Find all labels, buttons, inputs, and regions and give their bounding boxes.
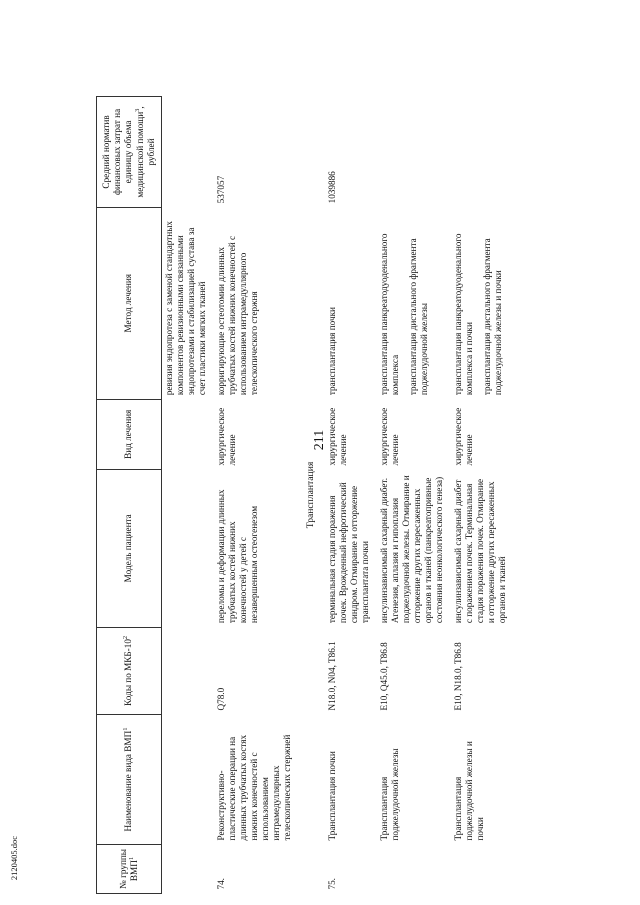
row-74-cost: 537057 [216,175,227,204]
section-title: Трансплантация [305,461,317,529]
header-treatment-method: Метод лечения [97,207,162,399]
header-treatment-type: Вид лечения [97,399,162,469]
header-avg-cost: Средний норматив финансовых затрат на единицу объема медицинской помощи$^3$, рублей [97,97,162,208]
row-75-codes: N18.0, N04, T86.1 [326,641,337,711]
row-pancreas-method-1: трансплантация панкреатодуоденального комплекса [378,233,400,396]
header-group-no: № группы ВМП$^1$ [97,845,162,894]
row-74-model: переломы и деформации длинных трубчатых костей нижних конечностей у детей с незавершенным остеогенезом [216,489,260,624]
row-pancreas-method-2: трансплантация дистального фрагмента поджелудочной железы [408,238,430,396]
row-75-number: 75. [326,878,337,890]
header-vmp-name: Наименование вида ВМП$^1$ [97,715,162,845]
header-patient-model: Модель пациента [97,469,162,627]
table-row-pancreas [377,97,451,894]
row-pancreas-kidney-method-2: трансплантация дистального фрагмента поджелудочной железы и почки [482,238,504,396]
row-pancreas-model: инсулинзависимый сахарный диабет. Агенезия, аплазия и гипоплазия поджелудочной железы. Отмирание и отторжение других пересаженных органов и тканей (панкреатопривные состояния неонкологического генеза) [378,475,445,624]
row-75-cost: 1039886 [326,171,337,204]
table-row-74 [214,97,299,894]
footer-file-name: 2120405.doc [9,835,19,881]
continuation-method: ревизия эндопротеза с заменой стандартных компонентов ревизионными связанными эндопротезами и стабилизацией сустава за счет пластики мягких тканей [164,221,208,396]
row-pancreas-kidney-name: Трансплантация поджелудочной железы и почки [453,741,486,841]
section-row-transplantation [299,97,325,894]
row-pancreas-kidney-methods [451,207,514,399]
row-74-name: Реконструктивно-пластические операции на длинных трубчатых костях нижних конечностей с использованием интрамедуллярных телескопических стержней [216,734,293,841]
row-pancreas-kidney-type: хирургическое лечение [453,407,475,466]
table-row-75 [325,97,377,894]
row-75-method: трансплантация почки [326,307,337,396]
row-pancreas-kidney-model: инсулинзависимый сахарный диабет с поражением почек. Терминальная стадия поражения почек. Отмирание и отторжение других пересаженных органов и тканей [453,478,508,624]
row-pancreas-codes: E10, Q45.0, T86.8 [378,642,389,711]
table-header-row [97,97,162,894]
row-75-type: хирургическое лечение [326,407,348,466]
row-74-type: хирургическое лечение [216,407,238,466]
header-mkb-codes: Коды по МКБ-$10^2$ [97,627,162,714]
row-74-codes: Q78.0 [216,687,227,711]
page-number: 211 [312,429,327,451]
row-pancreas-kidney-codes: E10, N18.0, T86.8 [453,642,464,711]
rotated-table-container [96,96,640,894]
row-75-name: Трансплантация почки [326,751,337,841]
row-pancreas-methods [377,207,451,399]
vmp-table [96,96,514,894]
table-row-pancreas-kidney [451,97,514,894]
row-74-method: корригирующие остеотомии длинных трубчатых костей нижних конечностей с использованием интрамедуллярного телескопического стержня [216,235,260,396]
table-row-continuation [162,97,215,894]
row-pancreas-type: хирургическое лечение [378,407,400,466]
row-74-number: 74. [216,878,227,890]
row-pancreas-kidney-method-1: трансплантация панкреатодуоденального комплекса и почки [453,233,475,396]
row-75-model: терминальная стадия поражения почек. Врожденный нефротический синдром. Отмирание и отторжение трансплантата почки [326,482,370,624]
row-pancreas-name: Трансплантация поджелудочной железы [378,748,400,841]
